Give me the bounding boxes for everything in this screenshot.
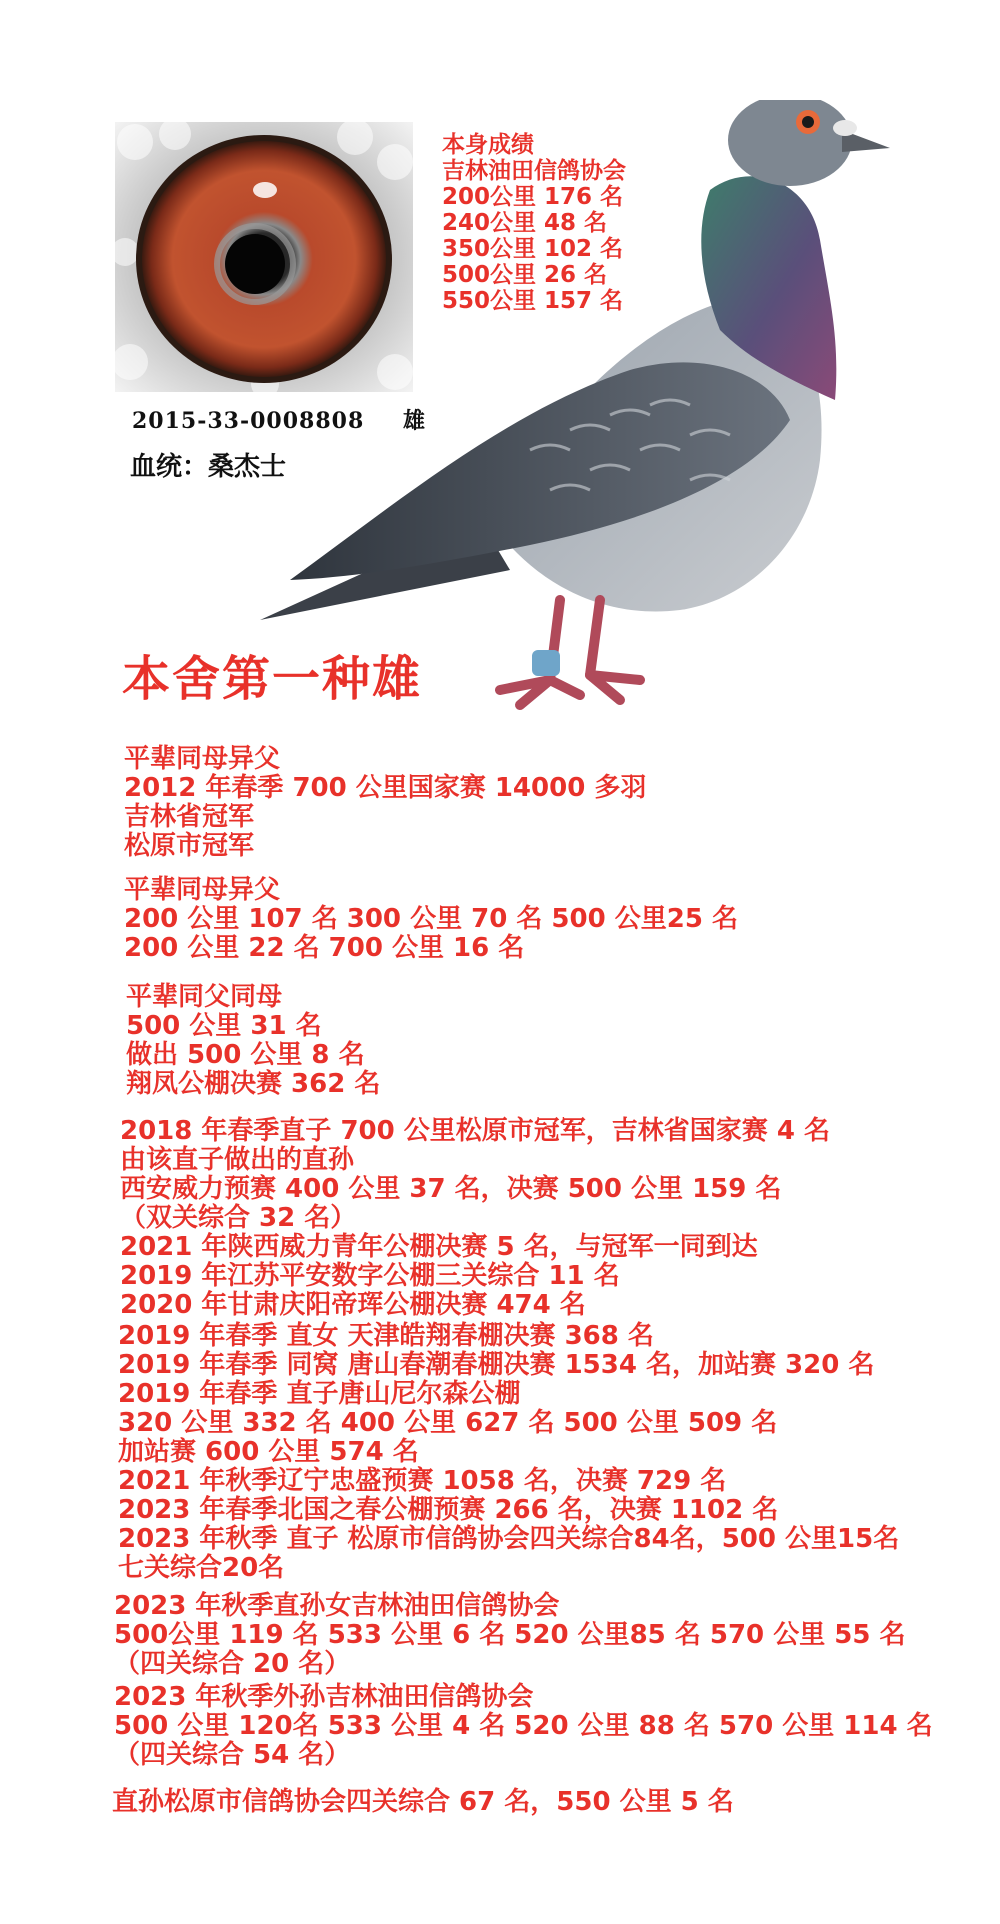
record-line: 翔凤公棚决赛 362 名 [126,1069,381,1099]
record-line: 2021 年秋季辽宁忠盛预赛 1058 名，决赛 729 名 [118,1466,727,1496]
record-line: 吉林省冠军 [124,802,255,832]
self-record-line: 吉林油田信鸽协会 [442,158,626,184]
record-line: 320 公里 332 名 400 公里 627 名 500 公里 509 名 [118,1408,778,1438]
record-line: 2019 年江苏平安数字公棚三关综合 11 名 [120,1261,620,1291]
record-block [124,876,738,963]
record-line: 松原市冠军 [124,831,255,861]
record-block [114,1592,906,1679]
record-line: 2019 年春季 同窝 唐山春潮春棚决赛 1534 名，加站赛 320 名 [118,1350,875,1380]
self-record-line: 550公里 157 名 [442,288,624,314]
record-block [118,1322,899,1583]
record-line: 平辈同母异父 [124,744,281,774]
record-line: 平辈同母异父 [124,875,281,905]
ring-number: 2015-33-0008808 [132,408,365,434]
record-block [112,1788,734,1817]
self-record-line: 350公里 102 名 [442,236,624,262]
headline: 本舍第一种雄 [122,651,423,707]
record-block [120,1117,830,1320]
record-line: 2019 年春季 直子唐山尼尔森公棚 [118,1379,521,1409]
self-record-line: 240公里 48 名 [442,210,608,236]
record-line: 2012 年春季 700 公里国家赛 14000 多羽 [124,773,647,803]
record-line: 平辈同父同母 [126,982,283,1012]
record-line: 加站赛 600 公里 574 名 [118,1437,419,1467]
record-line: 2023 年秋季外孙吉林油田信鸽协会 [114,1682,534,1712]
record-line: 2018 年春季直子 700 公里松原市冠军，吉林省国家赛 4 名 [120,1116,830,1146]
record-line: 由该直子做出的直孙 [120,1145,355,1175]
record-line: 500公里 119 名 533 公里 6 名 520 公里85 名 570 公里 55 名 [114,1620,906,1650]
record-line: 2021 年陕西威力青年公棚决赛 5 名，与冠军一同到达 [120,1232,758,1262]
record-line: （四关综合 54 名） [114,1740,351,1770]
record-line: 500 公里 120名 533 公里 4 名 520 公里 88 名 570 公里 114 名 [114,1711,933,1741]
record-line: （四关综合 20 名） [114,1649,351,1679]
lineage-label: 血统：桑杰士 [130,452,287,482]
record-line: 直孙松原市信鸽协会四关综合 67 名，550 公里 5 名 [112,1787,734,1817]
sex-label: 雄 [402,408,426,434]
record-line: 2023 年秋季直孙女吉林油田信鸽协会 [114,1591,560,1621]
record-line: 2023 年春季北国之春公棚预赛 266 名，决赛 1102 名 [118,1495,779,1525]
record-line: 七关综合20名 [118,1553,285,1583]
self-record-line: 200公里 176 名 [442,184,624,210]
record-block [124,745,646,861]
record-line: 500 公里 31 名 [126,1011,322,1041]
record-line: 2020 年甘肃庆阳帝珲公棚决赛 474 名 [120,1290,586,1320]
record-line: 200 公里 107 名 300 公里 70 名 500 公里25 名 [124,904,738,934]
record-block [114,1683,933,1770]
self-record-line: 500公里 26 名 [442,262,608,288]
record-line: 做出 500 公里 8 名 [126,1040,365,1070]
record-line: （双关综合 32 名） [120,1203,357,1233]
record-line: 200 公里 22 名 700 公里 16 名 [124,933,525,963]
self-record-title: 本身成绩 [442,132,534,158]
self-record [442,132,626,314]
record-block [126,983,380,1099]
record-line: 2023 年秋季 直子 松原市信鸽协会四关综合84名，500 公里15名 [118,1524,900,1554]
record-line: 西安威力预赛 400 公里 37 名，决赛 500 公里 159 名 [120,1174,782,1204]
record-line: 2019 年春季 直女 天津皓翔春棚决赛 368 名 [118,1321,654,1351]
